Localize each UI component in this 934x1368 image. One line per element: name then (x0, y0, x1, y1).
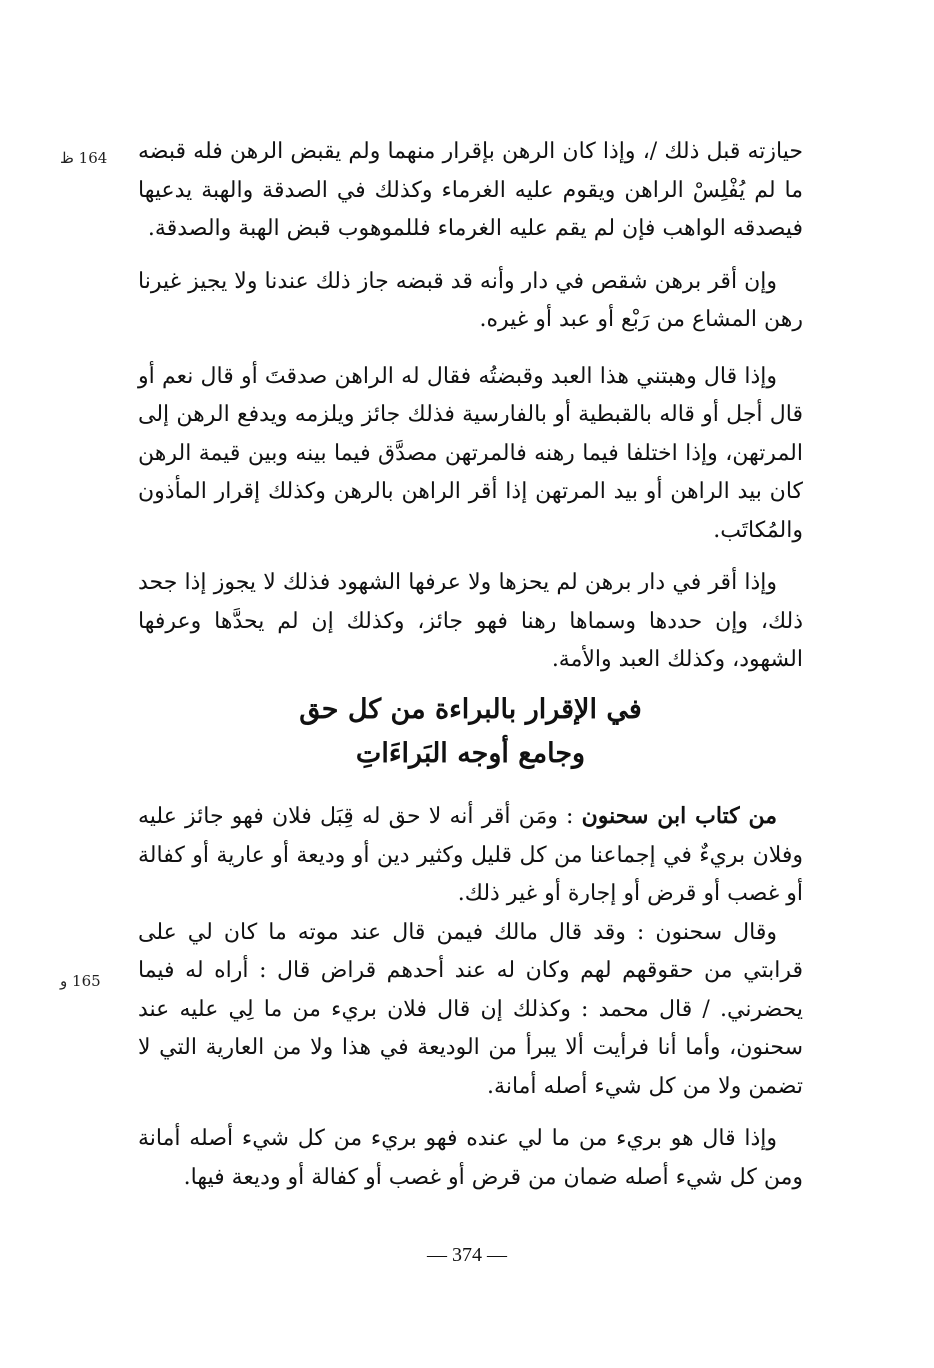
section-two-text (138, 797, 803, 1197)
heading-line: وجامع أوجه البَراءَاتِ (355, 738, 586, 769)
folio-side: و (60, 972, 68, 990)
folio-side: ظ (60, 149, 74, 167)
folio-note-164 (60, 149, 107, 167)
section-heading (138, 688, 803, 776)
paragraph: وإذا قال هو بريء من ما لي عنده فهو بريء من كل شيء أصله أمانة ومن كل شيء أصله ضمان من قرض أو غصب أو كفالة أو وديعة فيها. (138, 1126, 803, 1190)
paragraph: وإذا قال وهبتني هذا العبد وقبضتُه فقال له الراهن صدقتَ أو قال نعم أو قال أجل أو قاله بالقبطية أو بالفارسية فذلك جائز ويلزمه ويدفع الرهن إلى المرتهن، وإذا اختلفا فيما رهنه فالمرتهن مصدَّق فيما بينه وبين قيمة الرهن كان بيد الراهن أو بيد المرتهن إذا أقر الراهن بالرهن وكذلك إقرار المأذون والمُكاتَب. (138, 363, 803, 543)
page-number: — 374 — (427, 1244, 507, 1266)
heading-line: في الإقرار بالبراءة من كل حق (299, 694, 642, 725)
source-citation: من كتاب ابن سحنون (581, 803, 778, 829)
paragraph-text: : ومَن أقر أنه لا حق له قِبَل فلان فهو جائز عليه وفلان بريءٌ في إجماعنا من كل قليل وكثير دين أو وديعة أو عارية أو كفالة أو غصب أو قرض أو إجارة أو غير ذلك. (138, 804, 803, 906)
folio-number: 165 (72, 972, 101, 990)
folio-note-165 (60, 972, 101, 990)
section-one-text (138, 133, 803, 680)
paragraph (138, 797, 803, 914)
paragraph: وقال سحنون : وقد قال مالك فيمن قال عند موته ما كان لي على قرابتي من حقوقهم لهم وكان له عند أحدهم قراض قال : أراه له فيما يحضرني. / قال محمد : وكذلك إن قال فلان بريء من ما لِي عليه عند سحنون، وأما أنا فرأيت ألا يبرأ من الوديعة في هذا ولا من العارية التي لا تضمن ولا من كل شيء أصله أمانة. (138, 919, 803, 1099)
paragraph: وإن أقر برهن شقص في دار وأنه قد قبضه جاز ذلك عندنا ولا يجيز غيرنا رهن المشاع من رَبْع أو عبد أو غيره. (138, 268, 803, 332)
paragraph: حيازته قبل ذلك /، وإذا كان الرهن بإقرار منهما ولم يقبض الرهن فله قبضه ما لم يُفْلِسْ الراهن ويقوم عليه الغرماء وكذلك في الصدقة والهبة يدعيها فيصدقه الواهب فإن لم يقم عليه الغرماء فللموهوب قبض الهبة والصدقة. (138, 139, 803, 241)
paragraph: وإذا أقر في دار برهن لم يحزها ولا عرفها الشهود فذلك لا يجوز إذا جحد ذلك، وإن حددها وسماها رهنا فهو جائز، وكذلك إن لم يحدَّها وعرفها الشهود، وكذلك العبد والأمة. (138, 570, 803, 672)
folio-number: 164 (78, 149, 108, 167)
